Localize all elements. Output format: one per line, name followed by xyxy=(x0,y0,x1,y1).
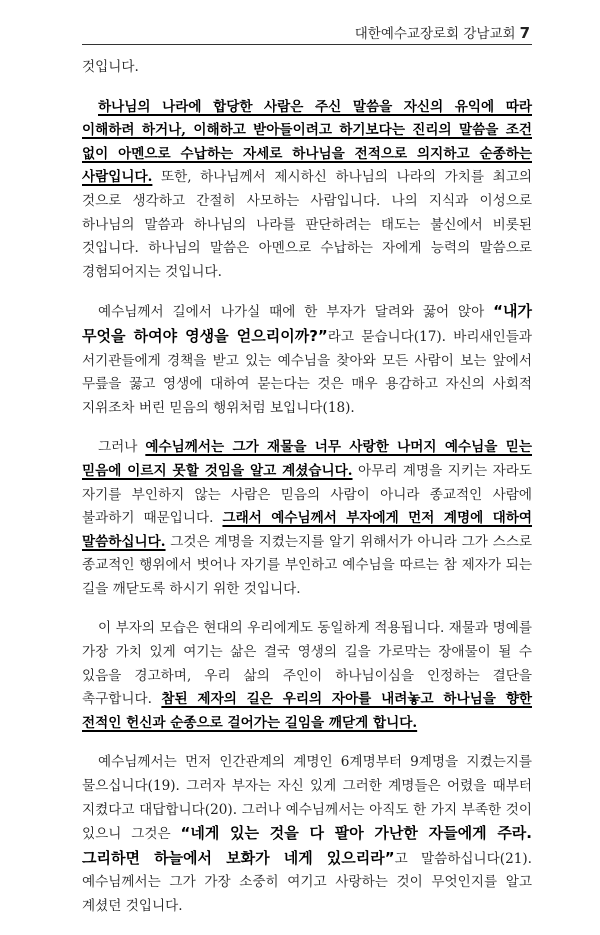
church-name: 대한예수교장로회 강남교회 xyxy=(354,26,516,42)
text-run: 그것은 계명을 지켰는지를 알기 위해서가 아니라 그가 스스로 종교적인 행위에서 벗어나 자기를 부인하고 예수님을 따르는 참 제자가 되는 길을 깨닫도록 하시기 위한 것입니다. xyxy=(82,533,532,597)
header-rule xyxy=(82,44,532,45)
text-run: 예수님께서는 먼저 인간관계의 계명인 6계명부터 9계명을 지켰는지를 물으십니다(19). 그러자 부자는 자신 있게 그러한 계명들은 어렸을 때부터 지켰다고 대답합니다(20). 그러나 예수님께서는 아직도 한 가지 부족한 것이 있으니 그것은 xyxy=(82,754,532,843)
paragraph-continuation xyxy=(82,56,532,80)
page-header xyxy=(355,22,530,42)
bold-quote: “네게 있는 것을 다 팔아 가난한 자들에게 주라. 그리하면 하늘에서 보화가 네게 있으리라” xyxy=(82,824,532,867)
text-run: 그러나 xyxy=(98,439,146,456)
text-run: 예수님께서 길에서 나가실 때에 한 부자가 달려와 꿇어 앉아 xyxy=(98,304,494,321)
emphasis-underline: 그래서 예수님께서 부자에게 먼저 계명에 대하여 말씀하십니다. xyxy=(82,510,532,550)
page-number: 7 xyxy=(519,24,530,42)
paragraph-3 xyxy=(82,436,532,601)
text-run: 이 부자의 모습은 현대의 우리에게도 동일하게 적용됩니다. 재물과 명예를 가장 가치 있게 여기는 삶은 결국 영생의 길을 가로막는 장애물이 될 수 있음을 경고하며, 우리 삶의 주인이 하나님이심을 인정하는 결단을 촉구합니다. xyxy=(82,620,532,708)
bold-quote: “내가 무엇을 하여야 영생을 얻으리이까?” xyxy=(82,302,532,345)
paragraph-1 xyxy=(82,96,532,285)
emphasis-underline: 하나님의 나라에 합당한 사람은 주신 말씀을 자신의 유익에 따라 이해하려 하거나, 이해하고 받아들이려고 하기보다는 진리의 말씀을 조건 없이 아멘으로 수납하는 자세로 하나님을 전적으로 의지하고 순종하는 사람입니다. xyxy=(82,98,532,186)
text-run: 아무리 계명을 지키는 자라도 자기를 부인하지 않는 사람은 믿음의 사람이 아니라 종교적인 사람에 불과하기 때문입니다. xyxy=(82,462,532,527)
paragraph-5 xyxy=(82,751,532,918)
text-run: 라고 묻습니다(17). 바리새인들과 서기관들에게 경책을 받고 있는 예수님을 찾아와 모든 사람이 보는 앞에서 무릎을 꿇고 영생에 대하여 묻는다는 것은 매우 용감하고 자신의 사회적 지위조차 버린 믿음의 행위처럼 보입니다(18). xyxy=(82,328,532,416)
paragraph-2 xyxy=(82,300,532,420)
emphasis-underline: 참된 제자의 길은 우리의 자아를 내려놓고 하나님을 향한 전적인 헌신과 순종으로 걸어가는 길임을 깨닫게 합니다. xyxy=(82,691,532,731)
emphasis-underline: 예수님께서는 그가 재물을 너무 사랑한 나머지 예수님을 믿는 믿음에 이르지 못할 것임을 알고 계셨습니다. xyxy=(82,439,532,479)
text-run: 고 말씀하십니다(21). 예수님께서는 그가 가장 소중히 여기고 사랑하는 것이 무엇인지를 알고 계셨던 것입니다. xyxy=(82,850,532,914)
text-run: 또한, 하나님께서 제시하신 하나님의 나라의 가치를 최고의 것으로 생각하고 간절히 사모하는 사람입니다. 나의 지식과 이성으로 하나님의 말씀과 하나님의 나라를 판단하려는 태도는 불신에서 비롯된 것입니다. 하나님의 말씀은 아멘으로 수납하는 자에게 능력의 말씀으로 경험되어지는 것입니다. xyxy=(82,169,532,280)
body-text xyxy=(82,56,532,935)
paragraph-4 xyxy=(82,617,532,735)
text-run: 것입니다. xyxy=(82,59,139,75)
